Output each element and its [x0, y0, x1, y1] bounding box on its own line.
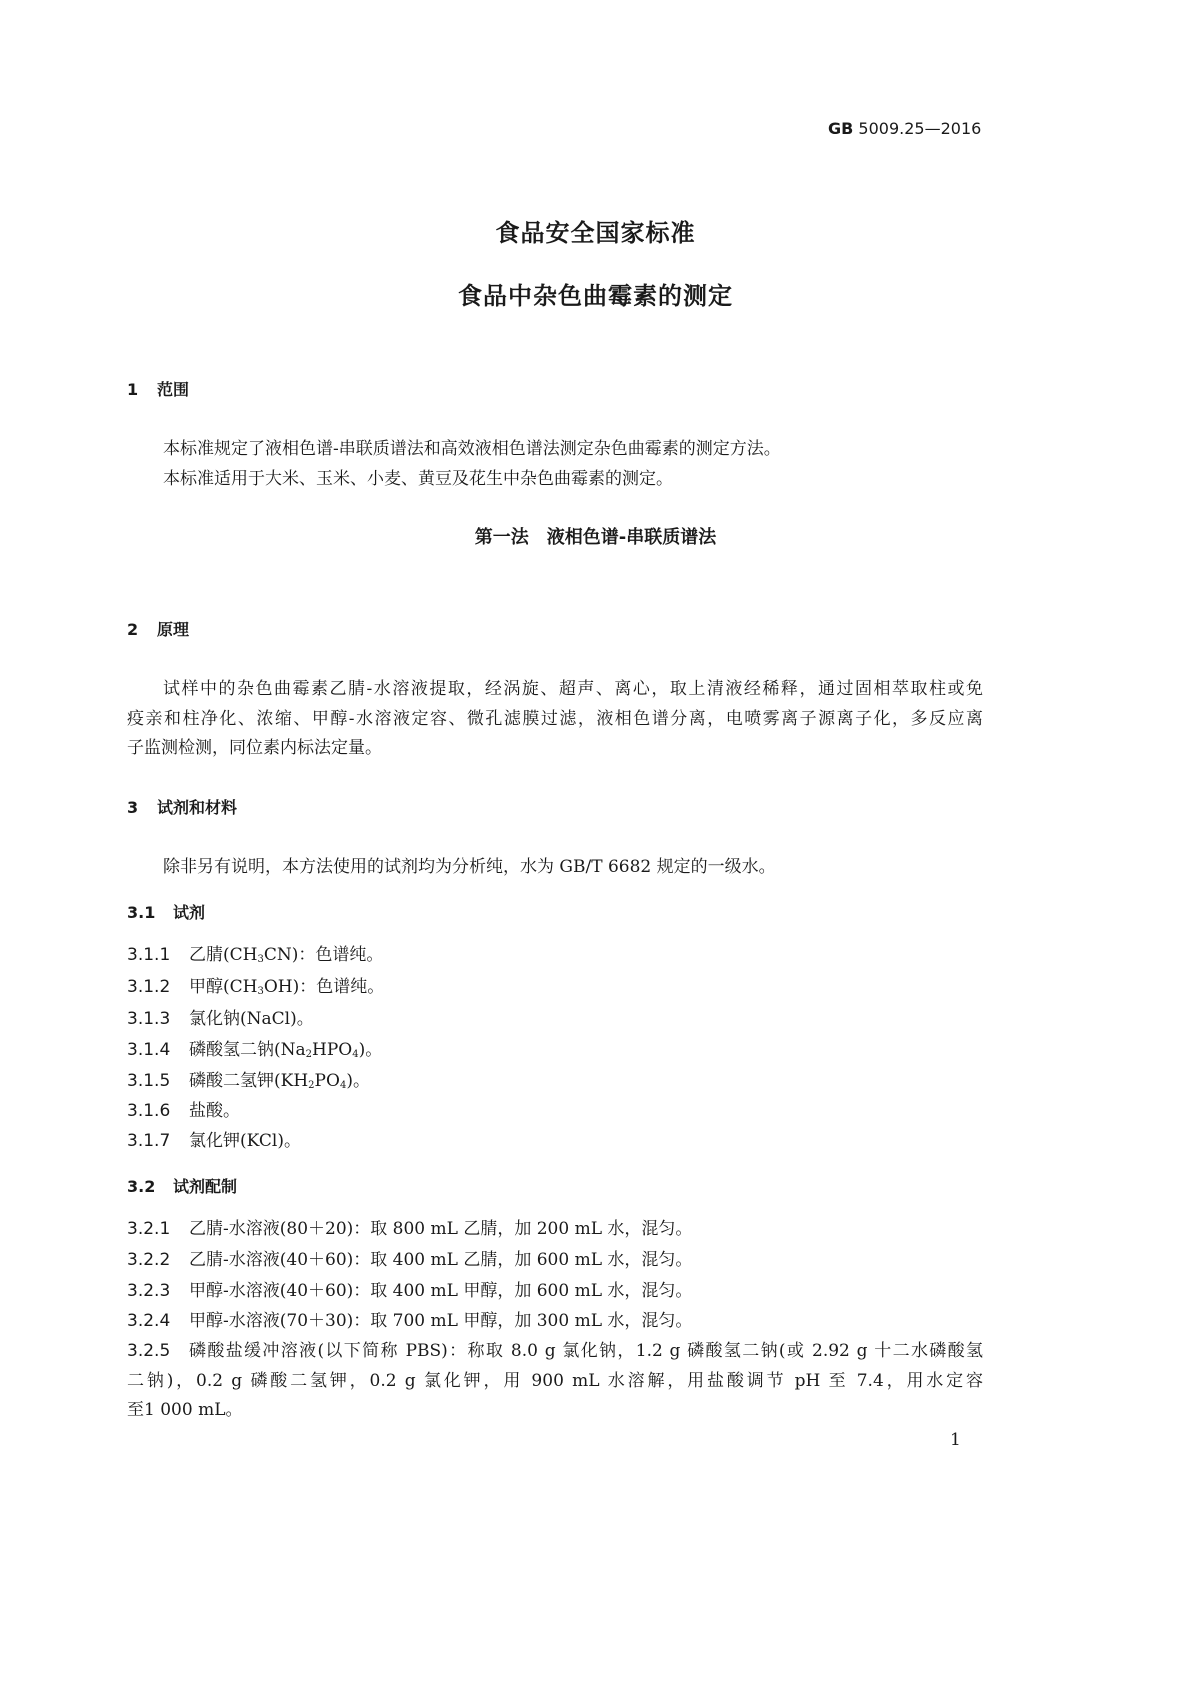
code-prefix: GB [828, 119, 854, 138]
section-1-heading: 1 范围 [127, 380, 190, 399]
standard-code [828, 118, 981, 140]
preparation-item: 3.2.1 乙腈-水溶液(80＋20)：取 800 mL 乙腈，加 200 mL 水，混匀。 [127, 1219, 693, 1239]
page-number: 1 [950, 1430, 961, 1450]
preparation-item: 3.2.5 磷酸盐缓冲溶液(以下简称 PBS)：称取 8.0 g 氯化钠，1.2 g 磷酸氢二钠(或 2.92 g 十二水磷酸氢 [127, 1341, 983, 1361]
doc-subtitle: 食品中杂色曲霉素的测定 [458, 282, 733, 310]
section-1-line: 本标准适用于大米、玉米、小麦、黄豆及花生中杂色曲霉素的测定。 [163, 469, 673, 489]
reagent-item: 3.1.3 氯化钠(NaCl)。 [127, 1009, 314, 1029]
reagent-item: 3.1.7 氯化钾(KCl)。 [127, 1131, 301, 1151]
code-number: 5009.25—2016 [858, 119, 982, 138]
reagent-item: 3.1.2 甲醇$(CH_3OH)$：色谱纯。 [127, 977, 385, 997]
preparation-item: 3.2.3 甲醇-水溶液(40＋60)：取 400 mL 甲醇，加 600 mL 水，混匀。 [127, 1281, 693, 1301]
section-1-line: 本标准规定了液相色谱-串联质谱法和高效液相色谱法测定杂色曲霉素的测定方法。 [163, 439, 781, 459]
reagent-item: 3.1.6 盐酸。 [127, 1101, 240, 1121]
section-3-1-heading: 3.1 试剂 [127, 903, 206, 922]
reagent-item: 3.1.5 磷酸二氢钾$(KH_2PO_4)$。 [127, 1071, 370, 1091]
doc-title: 食品安全国家标准 [495, 219, 696, 247]
section-2-heading: 2 原理 [127, 620, 190, 639]
preparation-item-cont: 二钠)，0.2 g 磷酸二氢钾，0.2 g 氯化钾，用 900 mL 水溶解，用盐酸调节 pH 至 7.4，用水定容 [127, 1371, 983, 1391]
preparation-item: 3.2.2 乙腈-水溶液(40＋60)：取 400 mL 乙腈，加 600 mL 水，混匀。 [127, 1250, 693, 1270]
preparation-item: 3.2.4 甲醇-水溶液(70＋30)：取 700 mL 甲醇，加 300 mL 水，混匀。 [127, 1311, 693, 1331]
reagent-item: 3.1.4 磷酸氢二钠$(Na_2HPO_4)$。 [127, 1040, 383, 1060]
section-3-2-heading: 3.2 试剂配制 [127, 1177, 238, 1196]
preparation-item-cont: 至1 000 mL。 [127, 1400, 243, 1420]
method-1-title: 第一法 液相色谱-串联质谱法 [474, 527, 717, 548]
section-2-line: 疫亲和柱净化、浓缩、甲醇-水溶液定容、微孔滤膜过滤，液相色谱分离，电喷雾离子源离子化，多反应离 [127, 709, 983, 729]
section-2-line: 子监测检测，同位素内标法定量。 [127, 738, 382, 758]
reagent-item: 3.1.1 乙腈$(CH_3CN)$：色谱纯。 [127, 945, 384, 965]
section-3-heading: 3 试剂和材料 [127, 798, 238, 817]
section-2-line: 试样中的杂色曲霉素乙腈-水溶液提取，经涡旋、超声、离心，取上清液经稀释，通过固相萃取柱或免 [163, 679, 983, 699]
section-3-intro: 除非另有说明，本方法使用的试剂均为分析纯，水为 GB/T 6682 规定的一级水。 [163, 857, 776, 877]
